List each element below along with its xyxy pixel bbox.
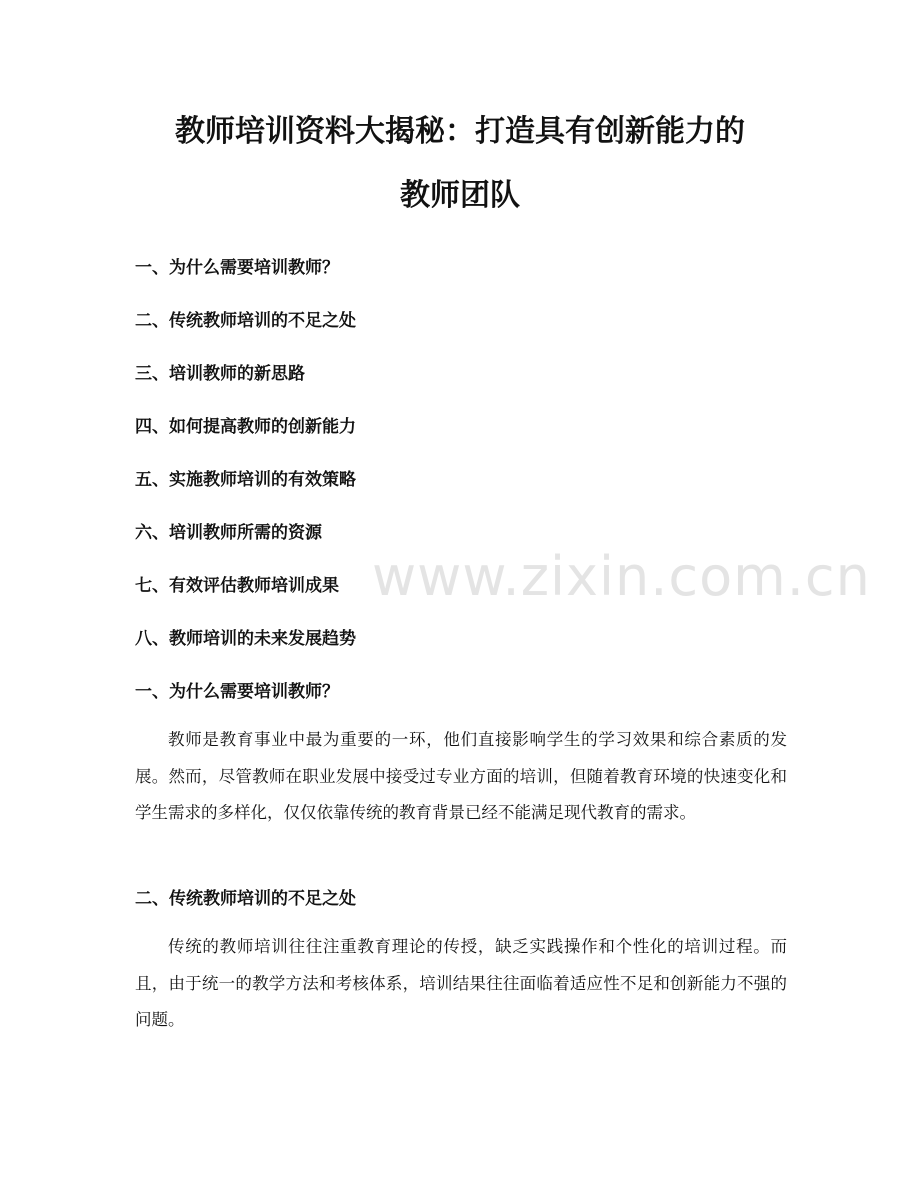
document-title-line-2: 教师团队 xyxy=(400,178,520,213)
watermark: www.zixin.com.cn xyxy=(372,545,871,608)
section-body: 教师是教育事业中最为重要的一环，他们直接影响学生的学习效果和综合素质的发展。然而，尽管教师在职业发展中接受过专业方面的培训，但随着教育环境的快速变化和学生需求的多样化，仅仅依靠传统的教育背景已经不能满足现代教育的需求。 xyxy=(135,730,787,823)
toc-item-8: 八、教师培训的未来发展趋势 xyxy=(135,629,356,649)
toc-item-1: 一、为什么需要培训教师？ xyxy=(135,258,339,278)
toc-item-5: 五、实施教师培训的有效策略 xyxy=(135,470,356,490)
toc-item-3: 三、培训教师的新思路 xyxy=(135,364,305,384)
document-title-line-1: 教师培训资料大揭秘：打造具有创新能力的 xyxy=(175,114,745,149)
section-heading: 一、为什么需要培训教师？ xyxy=(135,682,339,702)
toc-item-7: 七、有效评估教师培训成果 xyxy=(135,576,339,596)
toc-item-4: 四、如何提高教师的创新能力 xyxy=(135,417,356,437)
toc-item-2: 二、传统教师培训的不足之处 xyxy=(135,311,356,331)
section-heading: 二、传统教师培训的不足之处 xyxy=(135,889,356,909)
section-body: 传统的教师培训往往注重教育理论的传授，缺乏实践操作和个性化的培训过程。而且，由于统一的教学方法和考核体系，培训结果往往面临着适应性不足和创新能力不强的问题。 xyxy=(135,937,787,1030)
toc-item-6: 六、培训教师所需的资源 xyxy=(135,523,322,543)
